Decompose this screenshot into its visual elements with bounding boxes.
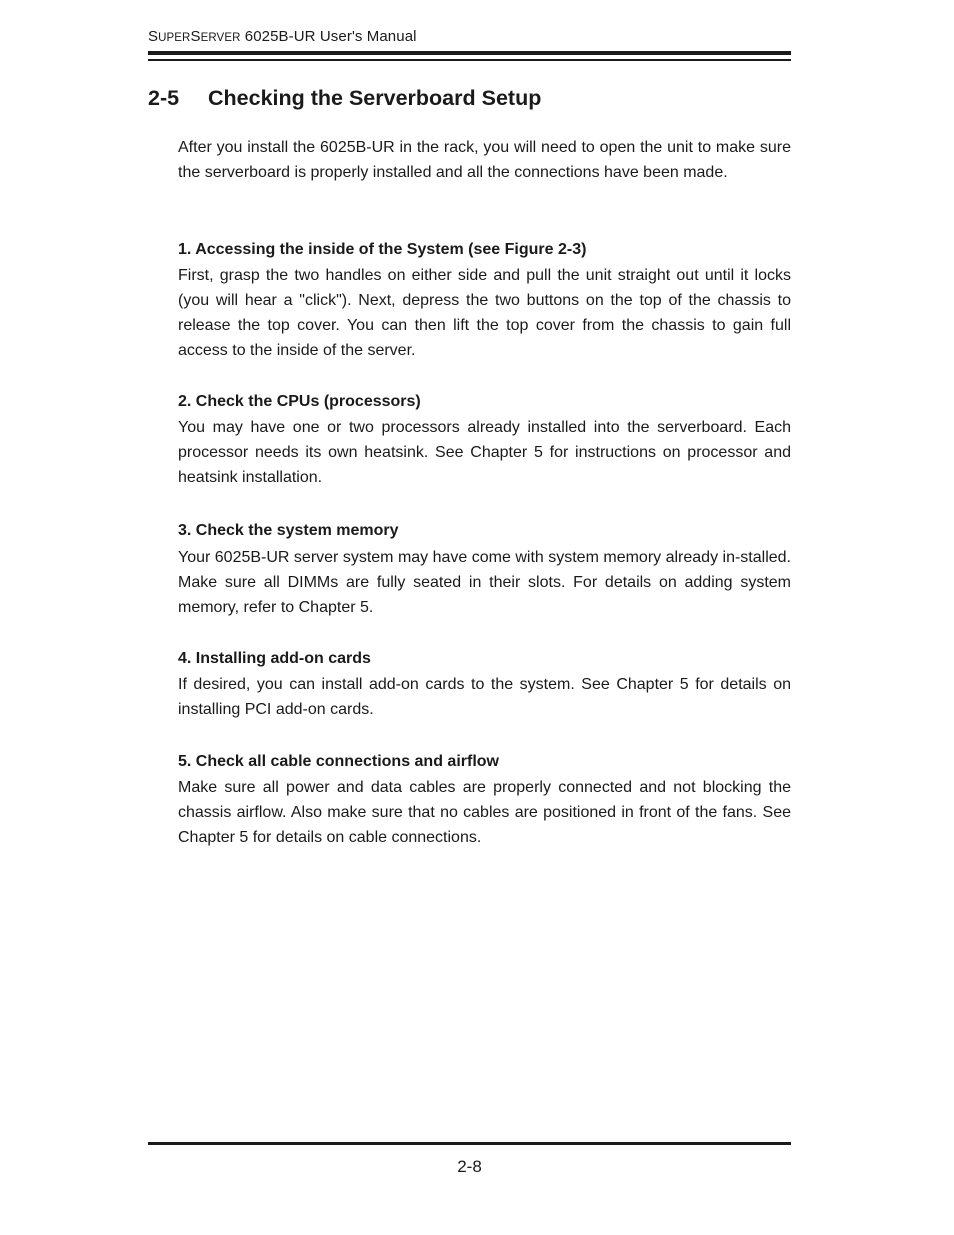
step-4 xyxy=(178,646,791,722)
manual-title-sc2: ERVER xyxy=(200,32,241,44)
step-body: If desired, you can install add-on cards to the system. See Chapter 5 for details on installing PCI add-on cards. xyxy=(178,676,791,718)
step-3 xyxy=(178,518,791,620)
step-1 xyxy=(178,237,791,363)
footer-rule xyxy=(148,1142,791,1145)
page-number: 2-8 xyxy=(457,1157,482,1176)
step-2 xyxy=(178,389,791,490)
step-body: You may have one or two processors already installed into the serverboard. Each processor needs its own heatsink. See Chapter 5 for instructions on processor and heatsink installation. xyxy=(178,419,791,486)
step-body: First, grasp the two handles on either side and pull the unit straight out until it locks (you will hear a "click"). Next, depress the two buttons on the top of the chassis to release the top cover. You can then lift the top cover from the chassis to gain full access to the inside of the server. xyxy=(178,267,791,359)
manual-title-s2: S xyxy=(190,28,201,45)
section-number: 2-5 xyxy=(148,86,180,110)
section-heading xyxy=(148,84,541,112)
step-heading: 4. Installing add-on cards xyxy=(178,650,371,667)
step-heading: 1. Accessing the inside of the System (see Figure 2-3) xyxy=(178,241,587,258)
intro-block xyxy=(178,135,791,185)
step-heading: 3. Check the system memory xyxy=(178,522,399,539)
section-title: Checking the Serverboard Setup xyxy=(208,86,542,110)
header-rule-thin xyxy=(148,59,791,61)
manual-title-sc1: UPER xyxy=(158,32,191,44)
manual-title-s1: S xyxy=(148,28,159,45)
step-body: Make sure all power and data cables are properly connected and not blocking the chassis airflow. Also make sure that no cables are positioned in front of the fans. See Chapter 5 for details on cable connections. xyxy=(178,779,791,846)
running-header xyxy=(148,27,791,48)
step-heading: 2. Check the CPUs (processors) xyxy=(178,393,421,410)
step-5 xyxy=(178,749,791,850)
manual-title xyxy=(148,28,417,45)
step-heading: 5. Check all cable connections and airflow xyxy=(178,753,499,770)
header-rule-thick xyxy=(148,51,791,55)
manual-title-rest: 6025B-UR User's Manual xyxy=(240,28,417,45)
step-body: Your 6025B-UR server system may have come with system memory already in-stalled. Make sure all DIMMs are fully seated in their slots. For details on adding system memory, refer to Chapter 5. xyxy=(178,549,791,616)
intro-paragraph: After you install the 6025B-UR in the rack, you will need to open the unit to make sure the serverboard is properly installed and all the connections have been made. xyxy=(178,139,791,181)
